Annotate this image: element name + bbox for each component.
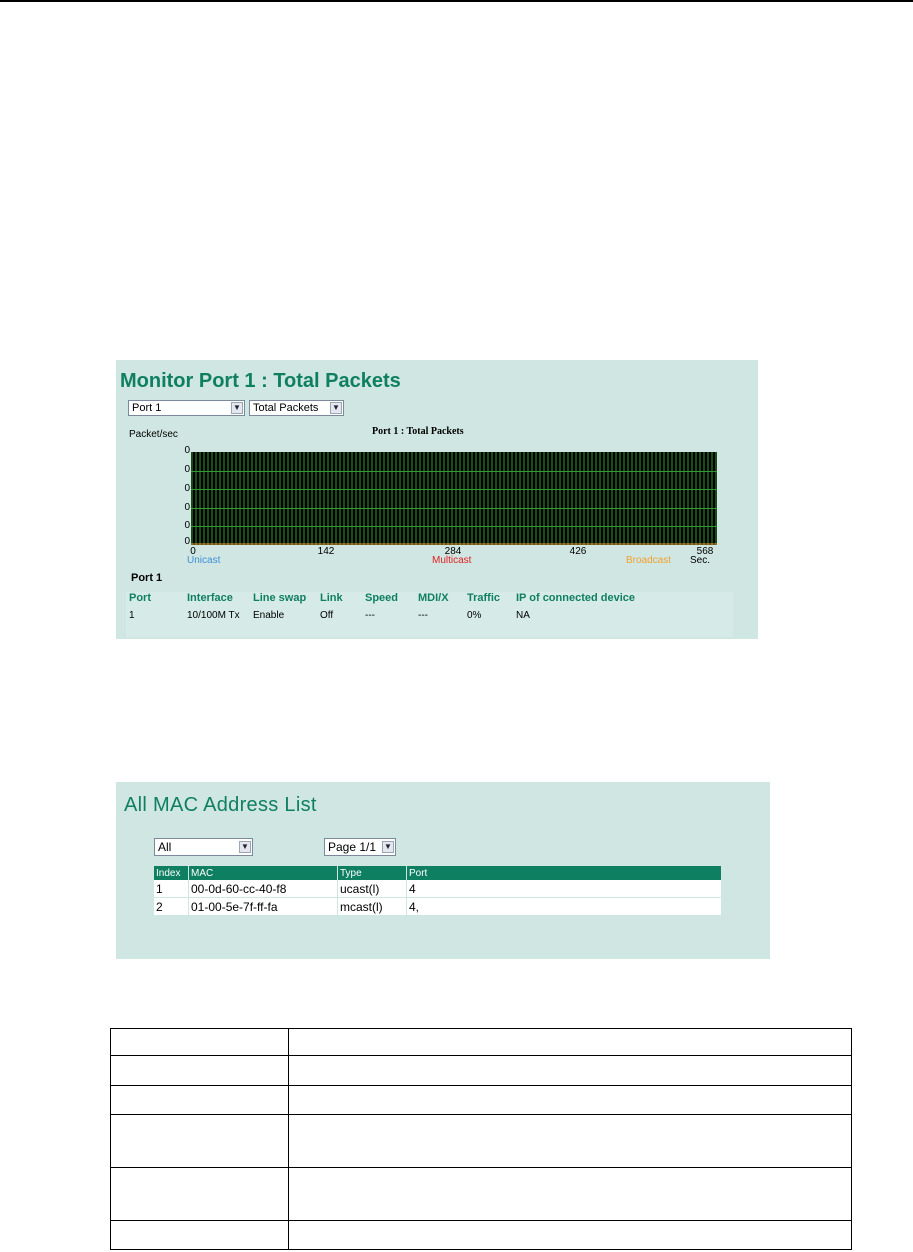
type-header: Type <box>338 866 407 880</box>
y-tick: 0 <box>184 445 190 456</box>
type-cell: ucast(l) <box>338 880 407 898</box>
chart-svg <box>191 452 717 545</box>
chart-x-unit: Sec. <box>690 555 711 566</box>
x-tick: 284 <box>444 546 462 557</box>
table-cell <box>289 1221 852 1250</box>
table-row <box>111 1086 852 1115</box>
index-header: Index <box>154 866 189 880</box>
index-cell: 2 <box>154 898 189 916</box>
traffic-cell: 0% <box>467 610 482 621</box>
monitor-panel <box>116 360 758 639</box>
x-tick: 568 <box>696 546 714 557</box>
port-cell: 4 <box>407 880 722 898</box>
ip-header: IP of connected device <box>516 592 636 604</box>
line-swap-header: Line swap <box>253 592 307 604</box>
filter-select-value: All <box>158 840 172 854</box>
page-top-rule <box>0 0 913 2</box>
filter-select[interactable] <box>154 838 253 856</box>
port-select[interactable] <box>128 400 245 416</box>
legend-multicast: Multicast <box>432 555 472 566</box>
chevron-down-icon: ▼ <box>382 841 394 853</box>
table-cell <box>111 1086 289 1115</box>
index-cell: 1 <box>154 880 189 898</box>
interface-cell: 10/100M Tx <box>187 610 240 621</box>
table-row <box>154 898 722 916</box>
port-header: Port <box>129 592 151 604</box>
mac-cell: 01-00-5e-7f-ff-fa <box>189 898 338 916</box>
speed-header: Speed <box>365 592 399 604</box>
mdix-header: MDI/X <box>418 592 449 604</box>
port-cell: 1 <box>129 610 135 621</box>
table-row <box>111 1168 852 1221</box>
mac-cell: 00-0d-60-cc-40-f8 <box>189 880 338 898</box>
table-cell <box>289 1168 852 1221</box>
chevron-down-icon: ▼ <box>330 402 342 414</box>
table-row <box>111 1056 852 1086</box>
table-cell <box>111 1029 289 1056</box>
x-tick: 426 <box>569 546 587 557</box>
table-row <box>154 880 722 898</box>
y-tick: 0 <box>184 536 190 547</box>
mdix-cell: --- <box>418 610 428 621</box>
mac-address-panel <box>116 782 770 959</box>
legend-broadcast: Broadcast <box>626 555 672 566</box>
mac-table <box>154 866 722 916</box>
page-select-value: Page 1/1 <box>328 840 377 854</box>
y-tick: 0 <box>184 464 190 475</box>
line-swap-cell: Enable <box>253 610 285 621</box>
interface-header: Interface <box>187 592 233 604</box>
port-header: Port <box>407 866 722 880</box>
legend-unicast: Unicast <box>187 555 221 566</box>
chevron-down-icon: ▼ <box>239 841 251 853</box>
settings-description-table <box>110 1028 852 1250</box>
traffic-header: Traffic <box>467 592 501 604</box>
mac-list-title: All MAC Address List <box>124 794 317 816</box>
port-section-title: Port 1 <box>131 572 163 584</box>
mac-header: MAC <box>189 866 338 880</box>
y-tick: 0 <box>184 483 190 494</box>
chart-title: Port 1 : Total Packets <box>372 426 464 437</box>
type-cell: mcast(l) <box>338 898 407 916</box>
port-select-value: Port 1 <box>132 402 162 414</box>
page-select[interactable] <box>324 838 396 856</box>
table-cell <box>289 1115 852 1168</box>
table-cell <box>111 1221 289 1250</box>
chart-plot-area <box>191 452 717 545</box>
table-cell <box>289 1086 852 1115</box>
table-row <box>111 1221 852 1250</box>
type-select-value: Total Packets <box>253 402 319 414</box>
x-tick: 0 <box>190 546 196 557</box>
table-row <box>111 1029 852 1056</box>
y-tick: 0 <box>184 520 190 531</box>
x-tick: 142 <box>317 546 335 557</box>
table-cell <box>289 1056 852 1086</box>
y-tick: 0 <box>184 502 190 513</box>
chart-y-label: Packet/sec <box>129 429 178 440</box>
speed-cell: --- <box>365 610 375 621</box>
monitor-title: Monitor Port 1 : Total Packets <box>120 370 401 392</box>
table-cell <box>289 1029 852 1056</box>
ip-cell: NA <box>516 610 530 621</box>
table-row <box>111 1115 852 1168</box>
chevron-down-icon: ▼ <box>231 402 243 414</box>
table-cell <box>111 1115 289 1168</box>
type-select[interactable] <box>249 400 344 416</box>
port-cell: 4, <box>407 898 722 916</box>
mac-table-header <box>154 866 722 880</box>
link-header: Link <box>320 592 343 604</box>
link-cell: Off <box>320 610 334 621</box>
table-cell <box>111 1168 289 1221</box>
table-cell <box>111 1056 289 1086</box>
